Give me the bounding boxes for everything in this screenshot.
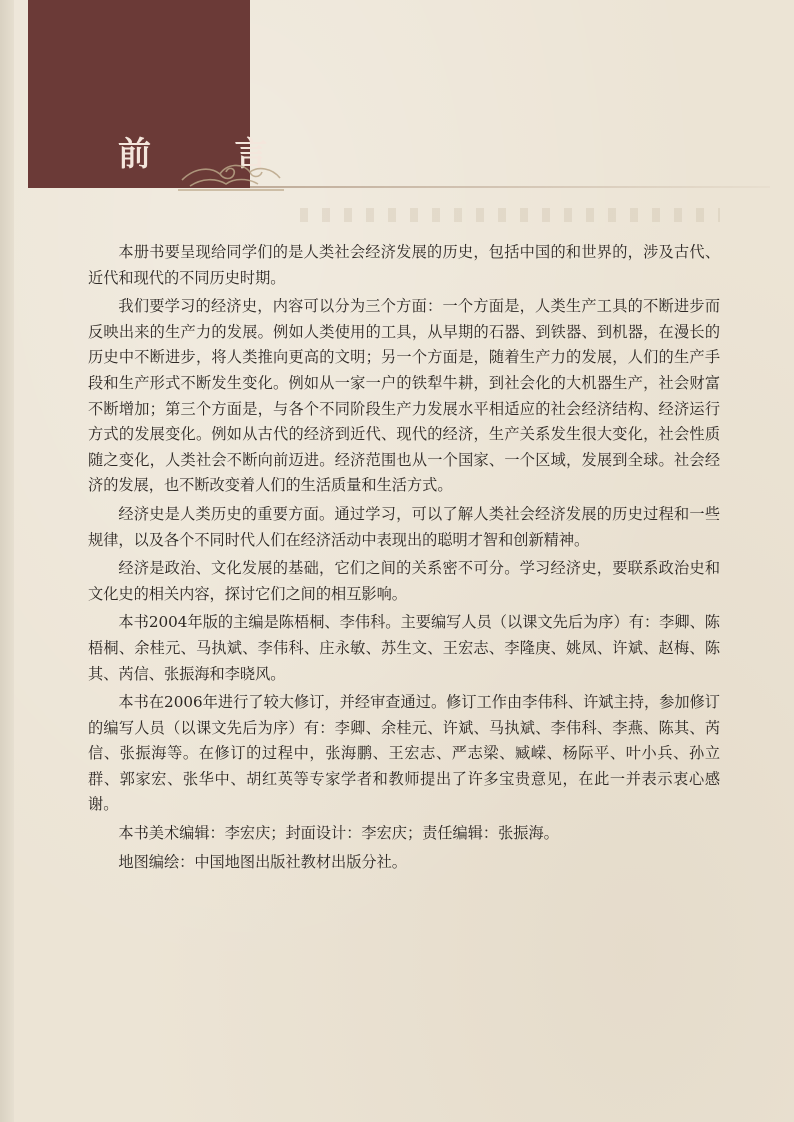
paragraph: 我们要学习的经济史，内容可以分为三个方面：一个方面是，人类生产工具的不断进步而反映出来的生产力的发展。例如人类使用的工具，从早期的石器、到铁器、到机器，在漫长的历史中不断进步，将人类推向更高的文明；另一个方面是，随着生产力的发展，人们的生产手段和生产形式不断发生变化。例如从一家一户的铁犁牛耕，到社会化的大机器生产，社会财富不断增加；第三个方面是，与各个不同阶段生产力发展水平相适应的社会经济结构、经济运行方式的发展变化。例如从古代的经济到近代、现代的经济，生产关系发生很大变化，社会性质随之变化，人类社会不断向前迈进。经济范围也从一个国家、一个区域，发展到全球。社会经济的发展，也不断改变着人们的生活质量和生活方式。 <box>88 297 720 495</box>
paragraph: 经济是政治、文化发展的基础，它们之间的关系密不可分。学习经济史，要联系政治史和文化史的相关内容，探讨它们之间的相互影响。 <box>88 559 720 603</box>
page-title: 前 言 <box>118 134 304 173</box>
paragraph: 本书在2006年进行了较大修订，并经审查通过。修订工作由李伟科、许斌主持，参加修订的编写人员（以课文先后为序）有：李卿、余桂元、许斌、马执斌、李伟科、李燕、陈其、芮信、张振海等。在修订的过程中，张海鹏、王宏志、严志梁、臧嵘、杨际平、叶小兵、孙立群、郭家宏、张华中、胡红英等专家学者和教师提出了许多宝贵意见，在此一并表示衷心感谢。 <box>88 693 720 814</box>
header-divider <box>250 186 770 188</box>
paragraph: 地图编绘：中国地图出版社教材出版分社。 <box>118 852 407 871</box>
book-spine-shadow <box>0 0 14 1122</box>
cloud-ornament-icon <box>176 150 286 198</box>
paragraph: 本书2004年版的主编是陈梧桐、李伟科。主要编写人员（以课文先后为序）有：李卿、陈梧桐、余桂元、马执斌、李伟科、庄永敏、苏生文、王宏志、李隆庚、姚凤、许斌、赵梅、陈其、芮信、张振海和李晓风。 <box>88 613 720 683</box>
paragraph: 经济史是人类历史的重要方面。通过学习，可以了解人类社会经济发展的历史过程和一些规律，以及各个不同时代人们在经济活动中表现出的聪明才智和创新精神。 <box>88 504 720 549</box>
paragraph: 本书美术编辑：李宏庆；封面设计：李宏庆；责任编辑：张振海。 <box>118 824 559 843</box>
paragraph: 本册书要呈现给同学们的是人类社会经济发展的历史，包括中国的和世界的，涉及古代、近代和现代的不同历史时期。 <box>88 243 720 287</box>
preface-body <box>88 240 720 878</box>
decorative-strip <box>300 208 720 222</box>
